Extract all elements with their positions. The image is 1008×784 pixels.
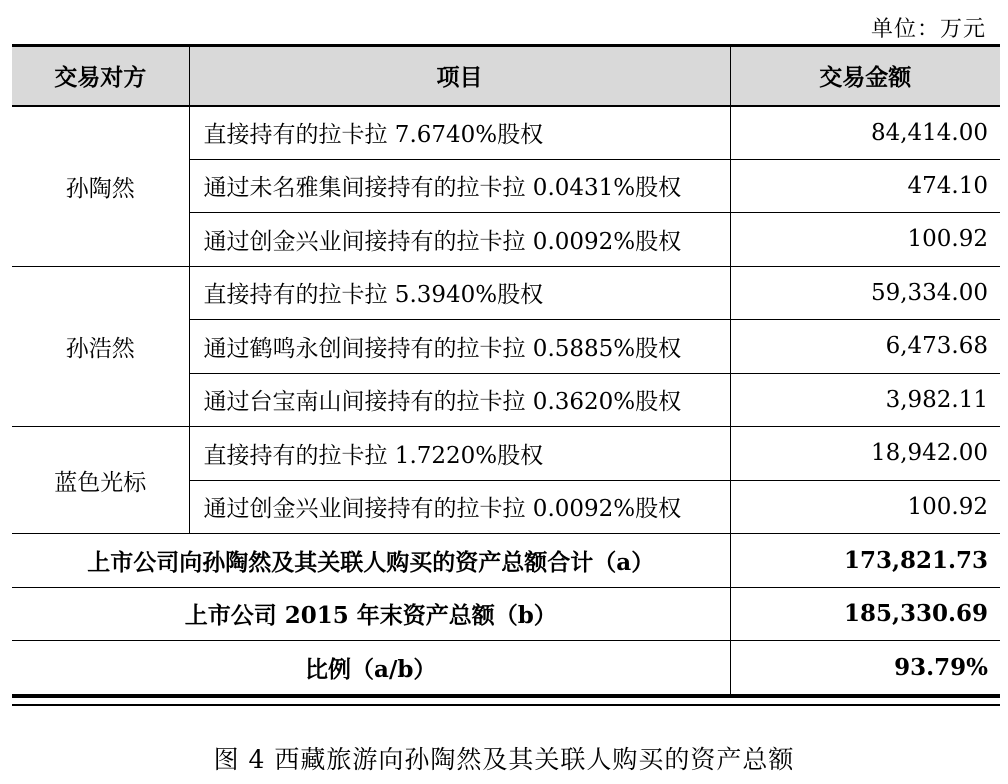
- summary-amount: 93.79%: [730, 641, 1000, 695]
- header-amount: 交易金额: [730, 46, 1000, 106]
- summary-label: 上市公司向孙陶然及其关联人购买的资产总额合计（a）: [12, 534, 730, 588]
- summary-row: [12, 587, 1000, 641]
- item-cell: 通过创金兴业间接持有的拉卡拉 0.0092%股权: [189, 480, 730, 534]
- unit-label: 单位：万元: [870, 17, 986, 42]
- item-cell: 直接持有的拉卡拉 1.7220%股权: [189, 427, 730, 481]
- table-row: [12, 106, 1000, 160]
- header-item: 项目: [189, 46, 730, 106]
- amount-cell: 18,942.00: [730, 427, 1000, 481]
- amount-cell: 84,414.00: [730, 106, 1000, 160]
- table-header-row: [12, 46, 1000, 106]
- item-cell: 通过台宝南山间接持有的拉卡拉 0.3620%股权: [189, 373, 730, 427]
- item-cell: 直接持有的拉卡拉 5.3940%股权: [189, 266, 730, 320]
- amount-cell: 6,473.68: [730, 320, 1000, 374]
- summary-amount: 185,330.69: [730, 587, 1000, 641]
- table-row: [12, 266, 1000, 320]
- counterparty-cell: 蓝色光标: [12, 427, 189, 534]
- amount-cell: 100.92: [730, 213, 1000, 267]
- summary-row: [12, 641, 1000, 695]
- item-cell: 直接持有的拉卡拉 7.6740%股权: [189, 106, 730, 160]
- amount-cell: 59,334.00: [730, 266, 1000, 320]
- bottom-double-rule: [12, 695, 1000, 706]
- amount-cell: 474.10: [730, 159, 1000, 213]
- amount-cell: 100.92: [730, 480, 1000, 534]
- asset-table: [12, 44, 1000, 695]
- summary-row: [12, 534, 1000, 588]
- figure-caption: 图 4 西藏旅游向孙陶然及其关联人购买的资产总额: [213, 745, 795, 774]
- amount-cell: 3,982.11: [730, 373, 1000, 427]
- counterparty-cell: 孙陶然: [12, 106, 189, 267]
- summary-label: 比例（a/b）: [12, 641, 730, 695]
- table-row: [12, 427, 1000, 481]
- item-cell: 通过鹤鸣永创间接持有的拉卡拉 0.5885%股权: [189, 320, 730, 374]
- summary-amount: 173,821.73: [730, 534, 1000, 588]
- item-cell: 通过创金兴业间接持有的拉卡拉 0.0092%股权: [189, 213, 730, 267]
- header-counterparty: 交易对方: [12, 46, 189, 106]
- summary-label: 上市公司 2015 年末资产总额（b）: [12, 587, 730, 641]
- asset-table-container: [12, 44, 1000, 706]
- counterparty-cell: 孙浩然: [12, 266, 189, 427]
- item-cell: 通过未名雅集间接持有的拉卡拉 0.0431%股权: [189, 159, 730, 213]
